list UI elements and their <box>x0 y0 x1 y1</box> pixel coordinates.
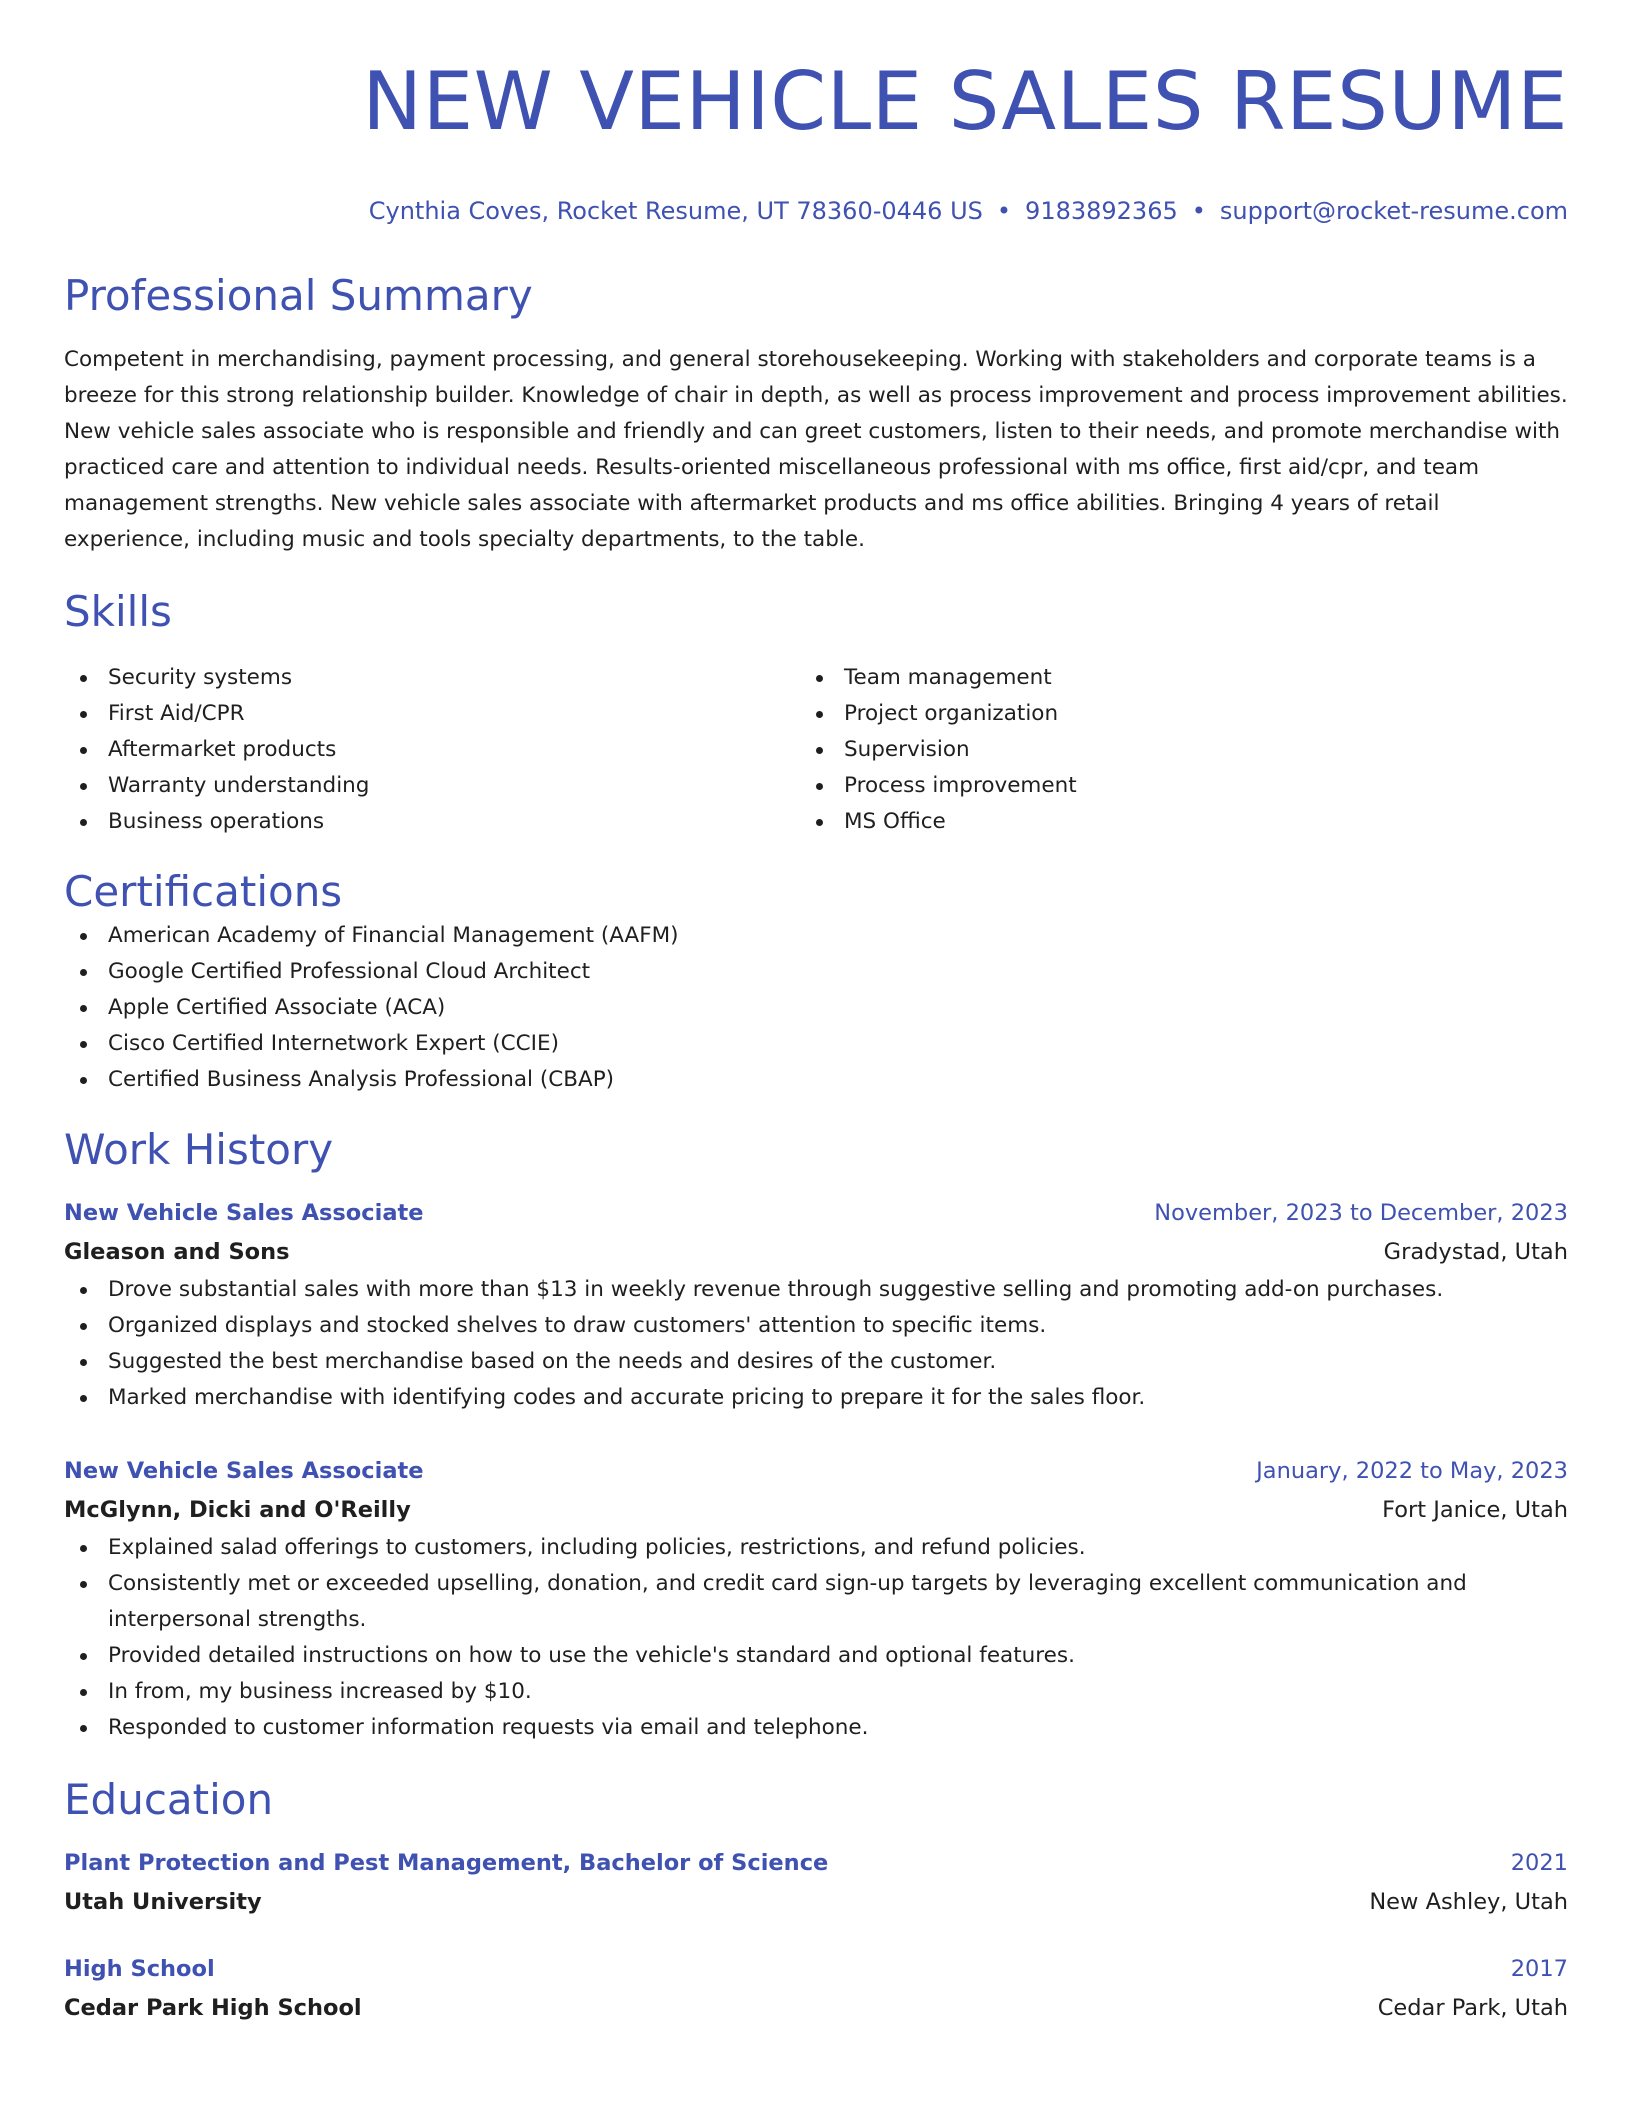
contact-separator: • <box>1191 197 1206 225</box>
contact-address: Cynthia Coves, Rocket Resume, UT 78360-0446 US <box>368 197 983 225</box>
skill-item: MS Office <box>800 804 1536 840</box>
education-year: 2017 <box>1510 1956 1568 1982</box>
contact-line <box>64 194 1568 228</box>
skill-item: Supervision <box>800 732 1536 768</box>
certification-item: Certified Business Analysis Professional (CBAP) <box>64 1062 1568 1098</box>
job-dates: November, 2023 to December, 2023 <box>1154 1200 1568 1226</box>
job-company: Gleason and Sons <box>64 1239 290 1265</box>
education-year: 2021 <box>1510 1850 1568 1876</box>
skills-list-right <box>800 660 1536 840</box>
job-dates: January, 2022 to May, 2023 <box>1256 1458 1568 1484</box>
summary-text: Competent in merchandising, payment processing, and general storehousekeeping. Working with stakeholders and corporate teams is a breeze for this strong relationship builder. Knowledge of chair in depth, as well as process improvement and process improvement abilities. New vehicle sales associate who is responsible and friendly and can greet customers, listen to their needs, and promote merchandise with practiced care and attention to individual needs. Results-oriented miscellaneous professional with ms office, first aid/cpr, and team management strengths. New vehicle sales associate with aftermarket products and ms office abilities. Bringing 4 years of retail experience, including music and tools specialty departments, to the table. <box>64 347 1568 552</box>
education-school-row <box>64 1988 1568 2028</box>
skill-item: Warranty understanding <box>64 768 800 804</box>
job-header-row <box>64 1194 1568 1232</box>
certifications-list <box>64 918 1568 1098</box>
education-location: New Ashley, Utah <box>1369 1889 1568 1915</box>
job-entry <box>64 1194 1568 1416</box>
education-heading: Education <box>64 1775 274 1824</box>
job-duty: Consistently met or exceeded upselling, donation, and credit card sign-up targets by leveraging excellent communication and interpersonal strengths. <box>64 1566 1568 1638</box>
education-school: Utah University <box>64 1889 262 1915</box>
education-degree: Plant Protection and Pest Management, Bachelor of Science <box>64 1850 829 1876</box>
contact-separator: • <box>996 197 1012 225</box>
skill-item: First Aid/CPR <box>64 696 800 732</box>
skill-item: Team management <box>800 660 1536 696</box>
work-history-heading: Work History <box>64 1125 334 1174</box>
education-entry <box>64 1950 1568 2028</box>
resume-title: NEW VEHICLE SALES RESUME <box>362 55 1568 148</box>
job-duties-list <box>64 1272 1568 1416</box>
job-company-row <box>64 1232 1568 1272</box>
skills-column-right <box>800 660 1536 840</box>
education-degree: High School <box>64 1956 215 1982</box>
skill-item: Aftermarket products <box>64 732 800 768</box>
job-duty: Organized displays and stocked shelves to draw customers' attention to specific items. <box>64 1308 1568 1344</box>
job-duty: In from, my business increased by $10. <box>64 1674 1568 1710</box>
job-header-row <box>64 1452 1568 1490</box>
job-role: New Vehicle Sales Associate <box>64 1200 424 1226</box>
job-duty: Suggested the best merchandise based on the needs and desires of the customer. <box>64 1344 1568 1380</box>
job-duty: Responded to customer information requests via email and telephone. <box>64 1710 1568 1746</box>
skill-item: Business operations <box>64 804 800 840</box>
skill-item: Security systems <box>64 660 800 696</box>
skills-heading: Skills <box>64 587 172 636</box>
job-duty: Explained salad offerings to customers, including policies, restrictions, and refund policies. <box>64 1530 1568 1566</box>
skills-column-left <box>64 660 800 840</box>
education-entry <box>64 1844 1568 1922</box>
job-duty: Provided detailed instructions on how to use the vehicle's standard and optional features. <box>64 1638 1568 1674</box>
contact-email: support@rocket-resume.com <box>1219 197 1568 225</box>
skills-grid <box>64 660 1568 840</box>
job-location: Fort Janice, Utah <box>1382 1497 1568 1523</box>
certification-item: American Academy of Financial Management (AAFM) <box>64 918 1568 954</box>
job-company: McGlynn, Dicki and O'Reilly <box>64 1497 411 1523</box>
certification-item: Cisco Certified Internetwork Expert (CCIE) <box>64 1026 1568 1062</box>
job-location: Gradystad, Utah <box>1383 1239 1568 1265</box>
job-duties-list <box>64 1530 1568 1746</box>
education-header-row <box>64 1844 1568 1882</box>
skill-item: Project organization <box>800 696 1536 732</box>
education-location: Cedar Park, Utah <box>1377 1995 1568 2021</box>
summary-heading: Professional Summary <box>64 271 533 320</box>
contact-phone: 9183892365 <box>1025 197 1178 225</box>
job-role: New Vehicle Sales Associate <box>64 1458 424 1484</box>
certifications-heading: Certifications <box>64 867 343 916</box>
job-company-row <box>64 1490 1568 1530</box>
skills-list-left <box>64 660 800 840</box>
job-entry <box>64 1452 1568 1746</box>
certification-item: Apple Certified Associate (ACA) <box>64 990 1568 1026</box>
job-duty: Marked merchandise with identifying codes and accurate pricing to prepare it for the sales floor. <box>64 1380 1568 1416</box>
job-duty: Drove substantial sales with more than $13 in weekly revenue through suggestive selling and promoting add-on purchases. <box>64 1272 1568 1308</box>
education-header-row <box>64 1950 1568 1988</box>
education-school-row <box>64 1882 1568 1922</box>
skill-item: Process improvement <box>800 768 1536 804</box>
education-school: Cedar Park High School <box>64 1995 362 2021</box>
certification-item: Google Certified Professional Cloud Architect <box>64 954 1568 990</box>
